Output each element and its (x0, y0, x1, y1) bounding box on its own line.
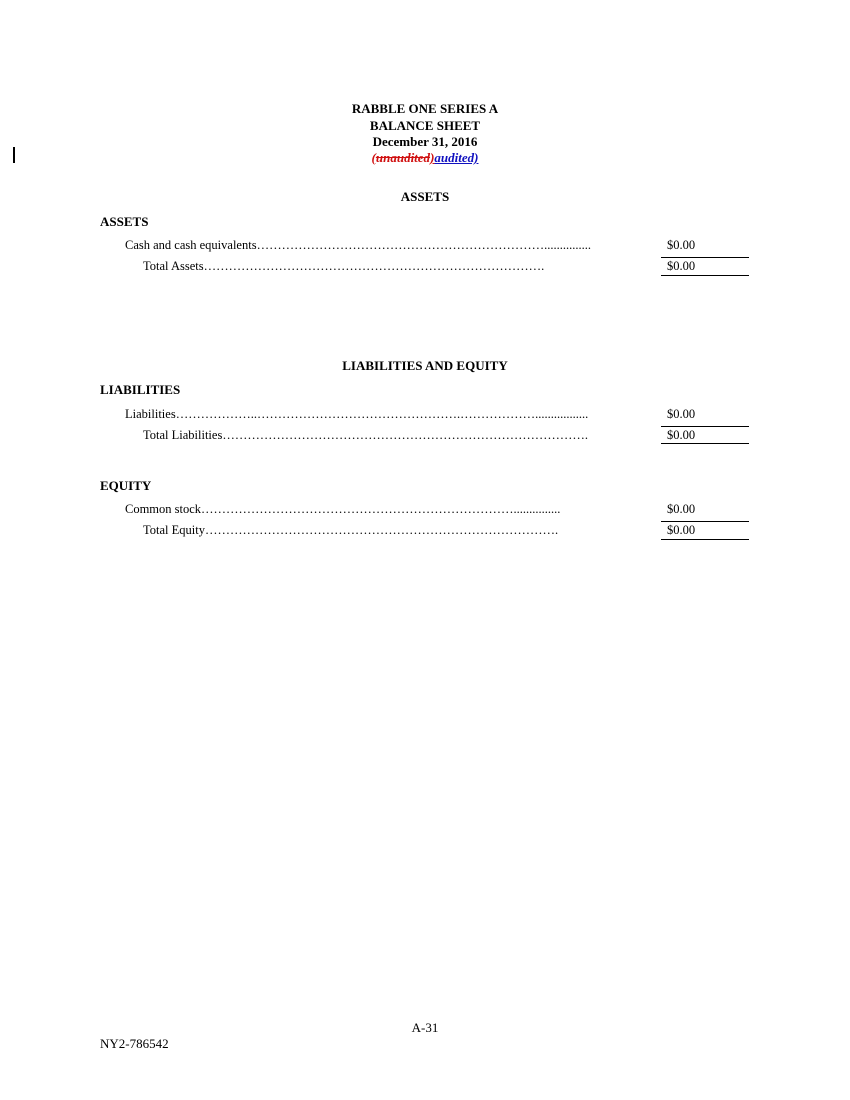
statement-date: December 31, 2016 (372, 134, 478, 149)
liabilities-equity-heading: LIABILITIES AND EQUITY (342, 358, 508, 373)
status-deleted-text: unaudited (375, 150, 431, 165)
equity-subheading: EQUITY (100, 478, 152, 493)
dot-leader: ……………………………………………………………............... (256, 238, 591, 252)
line-item-total-assets (143, 259, 643, 274)
line-item-label: Total Assets (143, 259, 204, 273)
line-item-total-liabilities (143, 428, 643, 443)
status-inserted-text: audited) (434, 150, 479, 165)
line-item-label: Total Equity (143, 523, 205, 537)
audit-status (0, 150, 850, 166)
status-deleted-close: ) (430, 150, 435, 165)
liabilities-subheading: LIABILITIES (100, 382, 181, 397)
dot-leader: ………………………………………………………………………. (203, 259, 545, 273)
amount-rule (661, 426, 749, 427)
total-rule (661, 443, 749, 444)
assets-heading: ASSETS (400, 189, 450, 204)
line-item-liabilities (125, 407, 643, 422)
dot-leader: ………………..………………………………………….………………................. (175, 407, 589, 421)
amount-liabilities: $0.00 (667, 407, 696, 421)
company-name: RABBLE ONE SERIES A (351, 101, 499, 116)
status-open-paren: ( (371, 150, 376, 165)
line-item-cash (125, 238, 643, 253)
line-item-label: Common stock (125, 502, 202, 516)
dot-leader: ……………………………………………………………………………. (222, 428, 588, 442)
line-item-label: Total Liabilities (143, 428, 223, 442)
document-id: NY2-786542 (100, 1036, 169, 1051)
amount-rule (661, 521, 749, 522)
page-number: A-31 (411, 1020, 439, 1035)
dot-leader: …………………………………………………………………............... (201, 502, 561, 516)
revision-change-bar (13, 147, 15, 163)
amount-cash: $0.00 (667, 238, 696, 252)
line-item-label: Cash and cash equivalents (125, 238, 257, 252)
amount-common-stock: $0.00 (667, 502, 696, 516)
amount-total-equity: $0.00 (667, 523, 696, 537)
line-item-common-stock (125, 502, 643, 517)
amount-rule (661, 257, 749, 258)
line-item-total-equity (143, 523, 643, 538)
amount-total-liabilities: $0.00 (667, 428, 696, 442)
line-item-label: Liabilities (125, 407, 176, 421)
total-rule (661, 275, 749, 276)
dot-leader: …………………………………………………………………………. (204, 523, 559, 537)
statement-title: BALANCE SHEET (369, 118, 481, 133)
assets-subheading: ASSETS (100, 214, 149, 229)
total-rule (661, 539, 749, 540)
amount-total-assets: $0.00 (667, 259, 696, 273)
